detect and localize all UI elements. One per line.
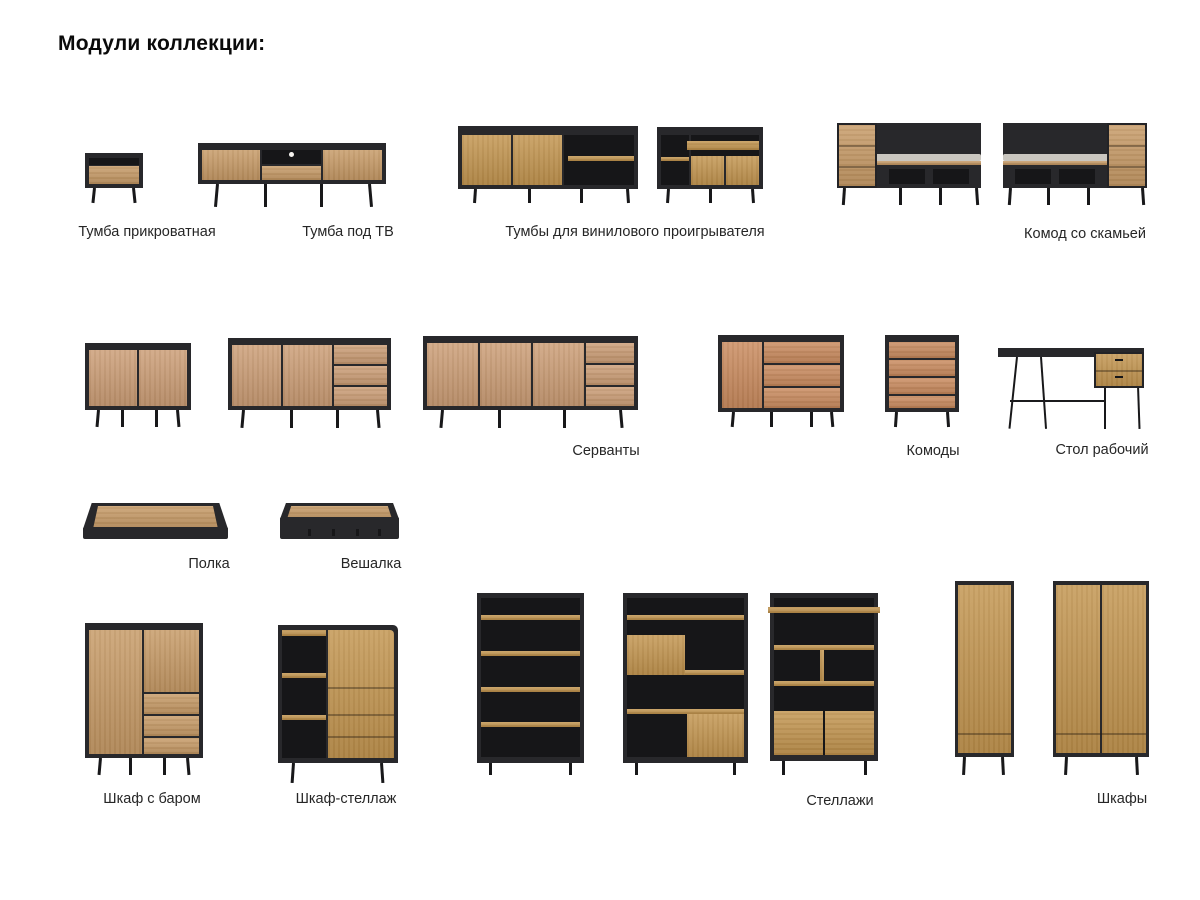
wood-shelf bbox=[685, 670, 744, 675]
door-panel bbox=[323, 150, 382, 180]
drawer-seam bbox=[1109, 166, 1145, 168]
back-panel bbox=[873, 123, 981, 157]
door-panel bbox=[283, 345, 332, 406]
wood-shelf bbox=[481, 722, 580, 727]
cabinet-body bbox=[718, 335, 844, 412]
furniture-leg bbox=[186, 758, 190, 775]
desk-leg bbox=[1008, 357, 1018, 429]
label-cabinet-shelving: Шкаф-стеллаж bbox=[295, 791, 397, 807]
shelf-surface bbox=[93, 506, 218, 529]
furniture-leg bbox=[376, 410, 381, 428]
wood-shelf bbox=[774, 681, 874, 686]
furniture-leg bbox=[91, 188, 96, 203]
drawer-seam bbox=[839, 145, 875, 147]
coat-hook bbox=[308, 529, 311, 536]
drawer-column bbox=[837, 123, 877, 188]
speaker-dot bbox=[289, 152, 294, 157]
label-wardrobes: Шкафы bbox=[1096, 791, 1148, 807]
door-panel bbox=[202, 150, 260, 180]
drawer-front bbox=[764, 365, 840, 386]
furniture-leg bbox=[770, 412, 773, 427]
door-panel bbox=[144, 630, 199, 692]
door-panel bbox=[691, 156, 724, 185]
furniture-leg bbox=[810, 412, 813, 427]
furniture-leg bbox=[580, 189, 583, 203]
furniture-sideboard-large bbox=[423, 336, 638, 428]
page-title: Модули коллекции: bbox=[58, 32, 266, 55]
wood-shelf bbox=[481, 651, 580, 656]
label-wall-shelf: Полка bbox=[188, 556, 230, 572]
door-panel bbox=[513, 135, 562, 185]
drawer-seam bbox=[1096, 370, 1142, 372]
furniture-leg bbox=[121, 410, 124, 427]
open-interior bbox=[481, 598, 580, 757]
furniture-leg bbox=[975, 188, 979, 205]
drawer-front bbox=[586, 343, 634, 363]
open-cubby bbox=[933, 169, 969, 184]
furniture-leg bbox=[1008, 188, 1012, 205]
cabinet-body bbox=[885, 335, 959, 412]
cabinet-body bbox=[85, 153, 143, 188]
shelf-front-band bbox=[83, 527, 228, 539]
furniture-leg bbox=[439, 410, 444, 428]
drawer-front bbox=[764, 342, 840, 363]
furniture-leg bbox=[380, 763, 384, 783]
drawer-front bbox=[334, 387, 387, 406]
door-panel bbox=[1102, 585, 1146, 753]
drawer-front bbox=[889, 360, 955, 376]
furniture-leg bbox=[290, 410, 293, 428]
furniture-leg bbox=[962, 757, 966, 775]
furniture-leg bbox=[498, 410, 501, 428]
desk-stretcher bbox=[1010, 400, 1106, 402]
label-dresser-with-bench: Комод со скамьей bbox=[1024, 226, 1146, 242]
furniture-leg bbox=[240, 410, 245, 428]
open-cubby bbox=[1015, 169, 1051, 184]
furniture-cabinet-with-bar bbox=[85, 623, 203, 775]
furniture-cabinet-shelving bbox=[278, 625, 398, 783]
door-panel bbox=[722, 342, 762, 408]
door-panel bbox=[687, 714, 744, 757]
wood-top-shelf bbox=[768, 607, 880, 613]
furniture-wardrobe-narrow bbox=[955, 581, 1014, 775]
drawer-front bbox=[889, 396, 955, 408]
door-panel bbox=[627, 635, 685, 675]
furniture-leg bbox=[264, 184, 267, 207]
drawer-column bbox=[1107, 123, 1147, 188]
coat-hook bbox=[378, 529, 381, 536]
furniture-leg bbox=[1047, 188, 1050, 205]
label-shelving-units: Стеллажи bbox=[806, 793, 874, 809]
drawer-front bbox=[586, 365, 634, 385]
furniture-vinyl-stand-low bbox=[458, 126, 638, 203]
furniture-leg bbox=[214, 184, 219, 207]
cabinet-body bbox=[278, 625, 398, 763]
label-work-desk: Стол рабочий bbox=[1055, 442, 1149, 458]
door-panel bbox=[89, 350, 137, 406]
furniture-leg bbox=[1001, 757, 1005, 775]
furniture-leg bbox=[864, 761, 867, 775]
furniture-leg bbox=[939, 188, 942, 205]
furniture-leg bbox=[751, 189, 755, 203]
furniture-leg bbox=[320, 184, 323, 207]
furniture-leg bbox=[842, 188, 846, 205]
furniture-work-desk bbox=[998, 340, 1144, 433]
furniture-leg bbox=[946, 412, 950, 427]
drawer-box bbox=[1094, 352, 1144, 388]
wood-shelf bbox=[282, 673, 326, 678]
drawer-front bbox=[144, 738, 199, 754]
furniture-leg bbox=[782, 761, 785, 775]
furniture-leg bbox=[569, 763, 572, 775]
drawer-handle bbox=[1115, 376, 1123, 378]
open-niche bbox=[282, 630, 326, 758]
furniture-leg bbox=[635, 763, 638, 775]
furniture-wall-shelf bbox=[83, 503, 228, 545]
wood-shelf bbox=[661, 157, 689, 161]
coat-hook bbox=[332, 529, 335, 536]
cabinet-body bbox=[198, 143, 386, 184]
furniture-shelving-with-drawers bbox=[770, 593, 878, 775]
back-panel bbox=[1003, 123, 1111, 157]
drawer-front bbox=[144, 694, 199, 714]
furniture-dresser-wide bbox=[718, 335, 844, 427]
furniture-leg bbox=[291, 763, 295, 783]
label-cabinet-with-bar: Шкаф с баром bbox=[103, 791, 201, 807]
drawer-seam bbox=[328, 714, 394, 716]
drawer-seam bbox=[1109, 145, 1145, 147]
wood-shelf bbox=[627, 615, 744, 620]
door-panel bbox=[427, 343, 478, 406]
label-coat-rack: Вешалка bbox=[340, 556, 402, 572]
furniture-leg bbox=[894, 412, 898, 427]
cabinet-body bbox=[85, 343, 191, 410]
furniture-leg bbox=[368, 184, 373, 207]
label-dressers: Комоды bbox=[906, 443, 960, 459]
label-bedside-table: Тумба прикроватная bbox=[78, 224, 216, 240]
drawer-seam bbox=[328, 736, 394, 738]
furniture-bedside-table bbox=[85, 153, 143, 203]
cabinet-body bbox=[770, 593, 878, 761]
door-seam bbox=[958, 733, 1011, 735]
door-seam bbox=[1056, 733, 1146, 735]
door-panel bbox=[232, 345, 281, 406]
furniture-tv-stand bbox=[198, 143, 386, 207]
open-cubby bbox=[889, 169, 925, 184]
furniture-leg bbox=[163, 758, 166, 775]
door-panel bbox=[328, 630, 394, 758]
shelf-frame bbox=[83, 503, 228, 529]
furniture-bench-dresser-right bbox=[1003, 123, 1147, 205]
furniture-leg bbox=[176, 410, 180, 427]
furniture-leg bbox=[336, 410, 339, 428]
coat-hook bbox=[356, 529, 359, 536]
furniture-leg bbox=[563, 410, 566, 428]
wood-shelf bbox=[481, 615, 580, 620]
cabinet-body bbox=[955, 581, 1014, 757]
furniture-shelving-open bbox=[477, 593, 584, 775]
label-vinyl-player-stands: Тумбы для винилового проигрывателя bbox=[505, 224, 765, 240]
open-niche bbox=[89, 158, 139, 165]
drawer-front bbox=[89, 166, 139, 184]
drawer-front bbox=[334, 345, 387, 364]
drawer-seam bbox=[839, 166, 875, 168]
open-cubby bbox=[1059, 169, 1095, 184]
drawer-front bbox=[144, 716, 199, 736]
furniture-leg bbox=[489, 763, 492, 775]
furniture-leg bbox=[731, 412, 735, 427]
furniture-leg bbox=[1087, 188, 1090, 205]
drawer-seam bbox=[328, 687, 394, 689]
bench-cushion bbox=[875, 154, 981, 161]
furniture-leg bbox=[899, 188, 902, 205]
furniture-leg bbox=[666, 189, 670, 203]
furniture-coat-rack bbox=[280, 503, 399, 545]
drawer-front bbox=[586, 387, 634, 406]
furniture-bench-dresser-left bbox=[837, 123, 981, 205]
furniture-vinyl-stand-high bbox=[657, 127, 763, 203]
furniture-leg bbox=[473, 189, 477, 203]
wood-shelf bbox=[774, 645, 874, 650]
cabinet-body bbox=[228, 338, 391, 410]
drawer-front bbox=[774, 711, 823, 755]
desk-leg bbox=[1040, 357, 1047, 429]
label-tv-stand: Тумба под ТВ bbox=[302, 224, 394, 240]
cabinet-body bbox=[477, 593, 584, 763]
furniture-leg bbox=[132, 188, 137, 203]
cabinet-body bbox=[85, 623, 203, 758]
door-panel bbox=[89, 630, 142, 754]
door-panel bbox=[533, 343, 584, 406]
drawer-front bbox=[825, 711, 874, 755]
furniture-leg bbox=[830, 412, 834, 427]
cabinet-body bbox=[1053, 581, 1149, 757]
furniture-leg bbox=[1141, 188, 1145, 205]
wood-shelf bbox=[481, 687, 580, 692]
rack-back-panel bbox=[280, 517, 399, 539]
wood-shelf bbox=[282, 715, 326, 720]
door-panel bbox=[139, 350, 187, 406]
furniture-leg bbox=[96, 410, 100, 427]
furniture-leg bbox=[1064, 757, 1068, 775]
door-panel bbox=[462, 135, 511, 185]
furniture-leg bbox=[709, 189, 712, 203]
furniture-leg bbox=[98, 758, 102, 775]
cabinet-body bbox=[423, 336, 638, 410]
furniture-leg bbox=[129, 758, 132, 775]
door-panel bbox=[958, 585, 1011, 753]
drawer-handle bbox=[1115, 359, 1123, 361]
wood-shelf bbox=[568, 156, 634, 161]
furniture-leg bbox=[619, 410, 624, 428]
furniture-leg bbox=[155, 410, 158, 427]
door-panel bbox=[1056, 585, 1100, 753]
cabinet-body bbox=[458, 126, 638, 189]
furniture-sideboard-medium bbox=[228, 338, 391, 428]
cabinet-body bbox=[657, 127, 763, 189]
furniture-leg bbox=[1135, 757, 1139, 775]
turntable-platform bbox=[687, 141, 759, 150]
furniture-leg bbox=[626, 189, 630, 203]
drawer-front bbox=[889, 342, 955, 358]
wood-top-panel bbox=[282, 630, 326, 636]
door-panel bbox=[726, 156, 759, 185]
furniture-wardrobe-wide bbox=[1053, 581, 1149, 775]
drawer-front bbox=[764, 388, 840, 408]
door-panel bbox=[480, 343, 531, 406]
label-sideboards: Серванты bbox=[572, 443, 640, 459]
drawer-front bbox=[262, 166, 321, 180]
drawer-front bbox=[334, 366, 387, 385]
furniture-leg bbox=[528, 189, 531, 203]
furniture-dresser-narrow bbox=[885, 335, 959, 427]
furniture-sideboard-small bbox=[85, 343, 191, 427]
bench-cushion bbox=[1003, 154, 1109, 161]
furniture-shelving-with-doors bbox=[623, 593, 748, 775]
furniture-leg bbox=[733, 763, 736, 775]
cabinet-body bbox=[623, 593, 748, 763]
drawer-front bbox=[889, 378, 955, 394]
